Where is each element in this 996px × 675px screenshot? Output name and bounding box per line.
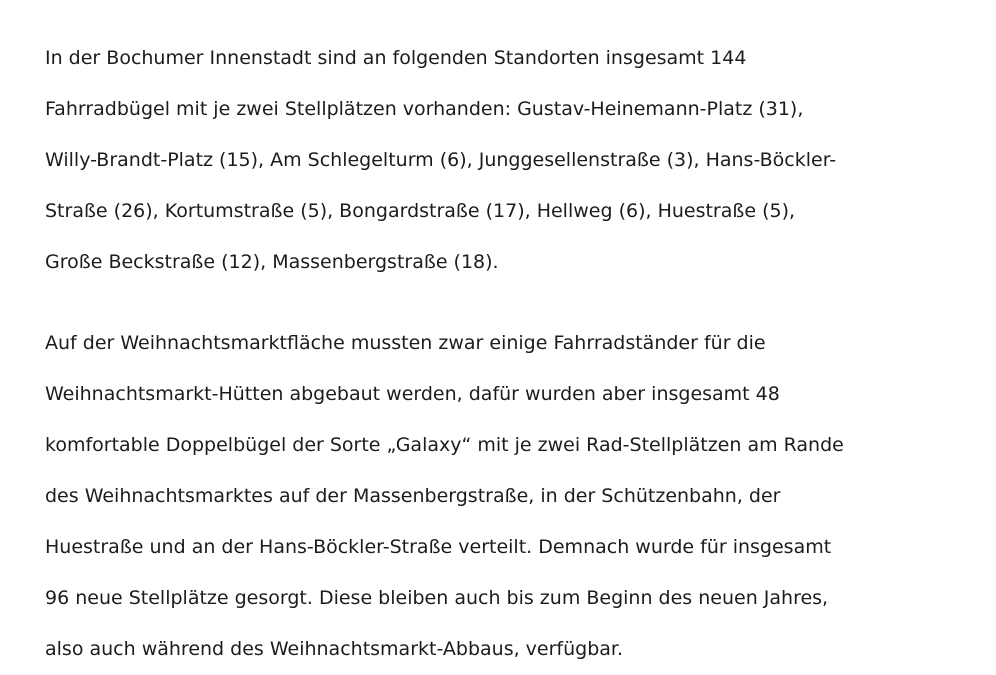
text-line: Huestraße und an der Hans-Böckler-Straße verteilt. Demnach wurde für insgesamt — [45, 536, 832, 558]
text-line: Fahrradbügel mit je zwei Stellplätzen vorhanden: Gustav-Heinemann-Platz (31), — [45, 98, 804, 120]
text-line: des Weihnachtsmarktes auf der Massenbergstraße, in der Schützenbahn, der — [45, 485, 781, 507]
text-line: also auch während des Weihnachtsmarkt-Abbaus, verfügbar. — [45, 638, 624, 660]
text-line: Auf der Weihnachtsmarktfläche mussten zwar einige Fahrradständer für die — [45, 332, 766, 354]
paragraph-christmas-market — [45, 318, 945, 675]
text-line: Willy-Brandt-Platz (15), Am Schlegelturm (6), Junggesellenstraße (3), Hans-Böckler- — [45, 149, 837, 171]
paragraph-bicycle-racks — [45, 33, 945, 288]
text-line: In der Bochumer Innenstadt sind an folgenden Standorten insgesamt 144 — [45, 47, 747, 69]
text-line: komfortable Doppelbügel der Sorte „Galaxy“ mit je zwei Rad-Stellplätzen am Rande — [45, 434, 844, 456]
text-line: Straße (26), Kortumstraße (5), Bongardstraße (17), Hellweg (6), Huestraße (5), — [45, 200, 796, 222]
text-line: 96 neue Stellplätze gesorgt. Diese bleiben auch bis zum Beginn des neuen Jahres, — [45, 587, 829, 609]
text-line: Große Beckstraße (12), Massenbergstraße (18). — [45, 251, 499, 273]
article-body — [45, 33, 945, 675]
text-line: Weihnachtsmarkt-Hütten abgebaut werden, dafür wurden aber insgesamt 48 — [45, 383, 780, 405]
